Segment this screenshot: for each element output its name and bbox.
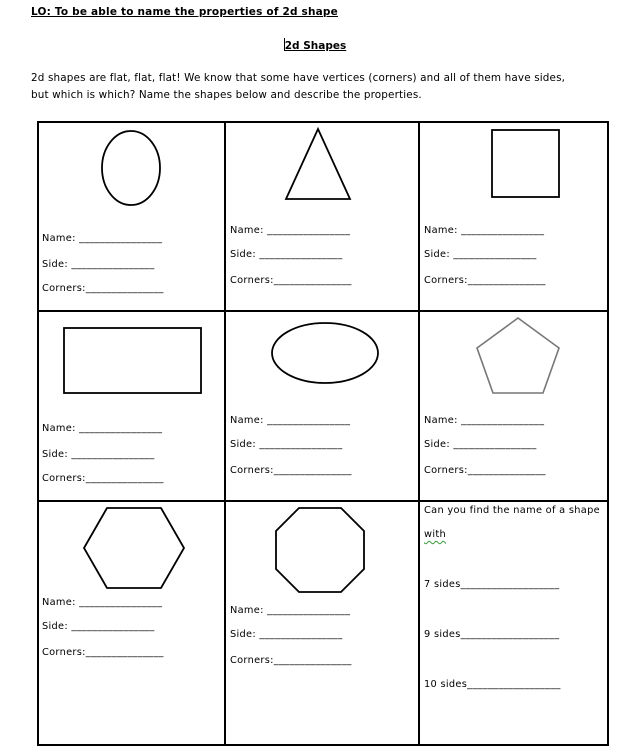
cell-7-side: Side: ________________ (42, 621, 155, 632)
cell-8-corners: Corners:_______________ (230, 655, 352, 666)
challenge-10-sides: 10 sides__________________ (424, 679, 561, 690)
cell-8-side: Side: ________________ (230, 629, 343, 640)
table-col-divider-2 (418, 121, 420, 746)
table-border-bottom (37, 744, 609, 746)
rectangle-shape (63, 327, 203, 395)
page-title (0, 38, 630, 52)
table-col-divider-1 (224, 121, 226, 746)
cell-7-corners: Corners:_______________ (42, 647, 164, 658)
cell-5-corners: Corners:_______________ (230, 465, 352, 476)
intro-line-2: but which is which? Name the shapes below and describe the properties. (31, 88, 422, 101)
challenge-7-sides: 7 sides___________________ (424, 579, 560, 590)
triangle-shape (284, 127, 352, 201)
cell-8-name: Name: ________________ (230, 605, 351, 616)
cell-4-side: Side: ________________ (42, 449, 155, 460)
table-border-top (37, 121, 609, 123)
cell-6-corners: Corners:_______________ (424, 465, 546, 476)
table-row-divider-2 (37, 500, 609, 502)
intro-paragraph (31, 70, 616, 103)
cell-2-side: Side: ________________ (230, 249, 343, 260)
cell-5-name: Name: ________________ (230, 415, 351, 426)
ellipse-shape (270, 320, 380, 386)
cell-1-corners: Corners:_______________ (42, 283, 164, 294)
pentagon-shape (474, 316, 562, 396)
square-shape (491, 129, 561, 199)
octagon-shape (274, 506, 366, 594)
challenge-9-sides: 9 sides___________________ (424, 629, 560, 640)
cell-1-name: Name: ________________ (42, 233, 163, 244)
table-border-right (607, 121, 609, 746)
cell-3-name: Name: ________________ (424, 225, 545, 236)
learning-objective: LO: To be able to name the properties of 2d shape (31, 6, 338, 18)
intro-line-1: 2d shapes are flat, flat, flat! We know that some have vertices (corners) and all of them have sides, (31, 72, 566, 84)
cell-2-corners: Corners:_______________ (230, 275, 352, 286)
cell-5-side: Side: ________________ (230, 439, 343, 450)
cell-2-name: Name: ________________ (230, 225, 351, 236)
cell-7-name: Name: ________________ (42, 597, 163, 608)
challenge-question-line-2: with (424, 529, 446, 540)
cell-3-side: Side: ________________ (424, 249, 537, 260)
cell-4-name: Name: ________________ (42, 423, 163, 434)
page-title-text: 2d Shapes (284, 40, 347, 52)
cell-1-side: Side: ________________ (42, 259, 155, 270)
table-row-divider-1 (37, 310, 609, 312)
cell-6-name: Name: ________________ (424, 415, 545, 426)
table-border-left (37, 121, 39, 746)
cell-4-corners: Corners:_______________ (42, 473, 164, 484)
challenge-question-line-1: Can you find the name of a shape (424, 505, 600, 516)
hexagon-shape (82, 506, 186, 590)
cell-6-side: Side: ________________ (424, 439, 537, 450)
cell-3-corners: Corners:_______________ (424, 275, 546, 286)
circle-shape (100, 129, 162, 209)
